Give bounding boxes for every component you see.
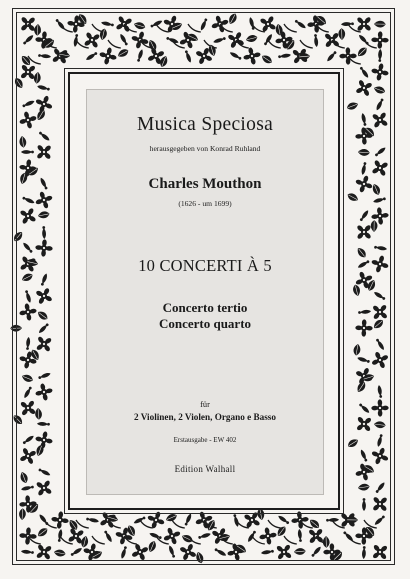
edition-note: Erstausgabe - EW 402 xyxy=(173,436,237,444)
series-title: Musica Speciosa xyxy=(136,114,274,135)
instrumentation: 2 Violinen, 2 Violen, Organo e Basso xyxy=(134,412,276,422)
work-title: 10 CONCERTI À 5 xyxy=(138,256,272,275)
composer-name: Charles Mouthon xyxy=(148,176,262,192)
title-panel xyxy=(86,89,324,495)
for-label: für xyxy=(200,400,210,409)
editor-credit: herausgegeben von Konrad Ruhland xyxy=(149,144,261,153)
composer-dates: (1626 - um 1699) xyxy=(178,199,232,208)
publisher-name: Edition Walhall xyxy=(174,464,236,474)
subtitle-concerto-tertio: Concerto tertio xyxy=(162,300,248,315)
subtitle-concerto-quarto: Concerto quarto xyxy=(158,316,252,331)
